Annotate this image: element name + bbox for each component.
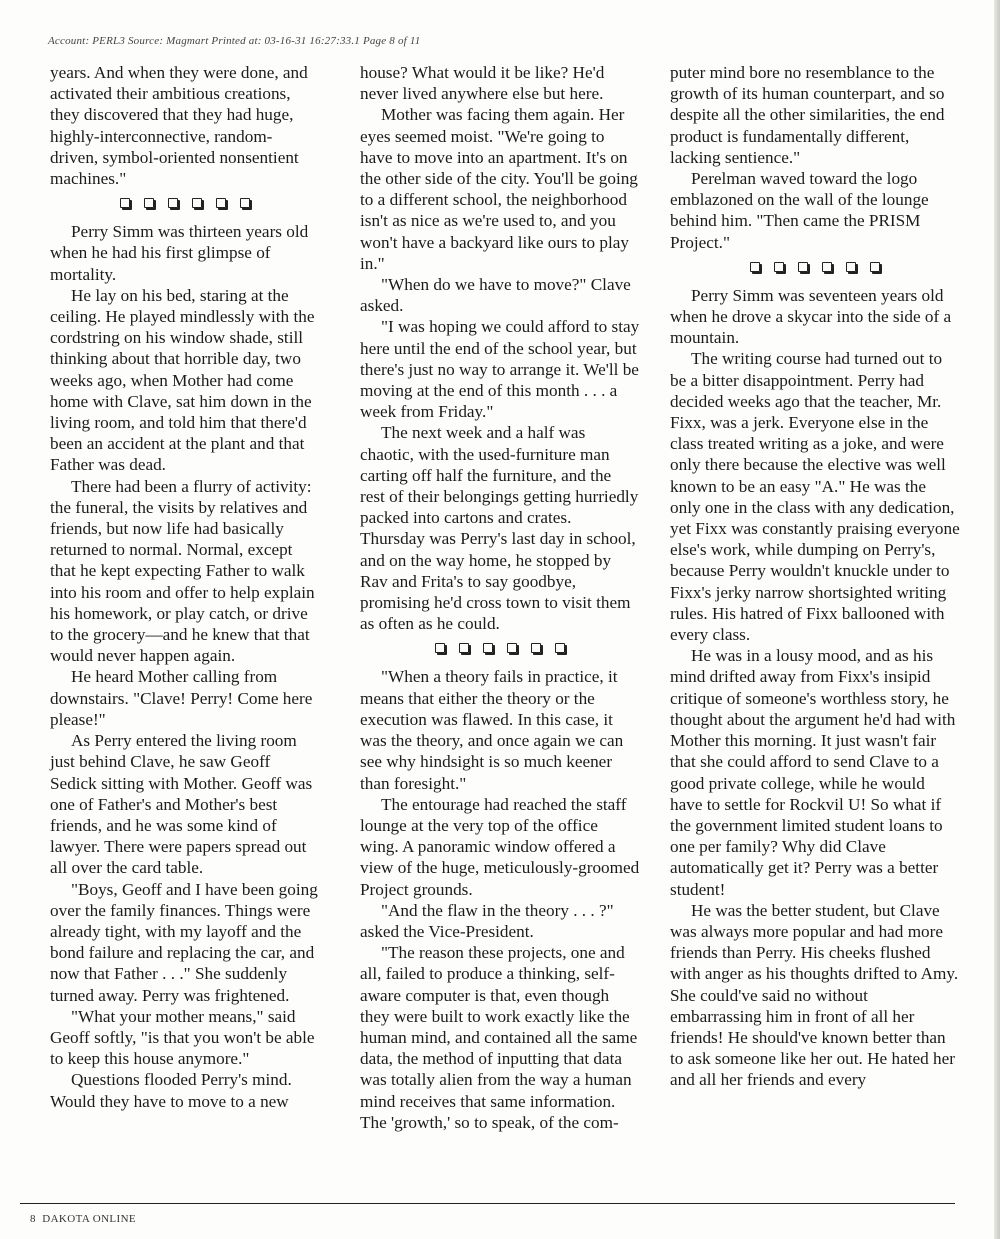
paragraph: Questions flooded Perry's mind. Would they have to move to a new — [50, 1070, 292, 1111]
paragraph: "When do we have to move?" Clave asked. — [360, 275, 631, 316]
page-number: 8 — [30, 1213, 36, 1225]
paragraph: Perry Simm was thirteen years old when he had his first glimpse of mortality. — [50, 222, 309, 284]
text-column-2 — [360, 62, 640, 1133]
page-footer — [30, 1213, 136, 1225]
paragraph: "And the flaw in the theory . . . ?" asked the Vice-President. — [360, 900, 614, 941]
paragraph: puter mind bore no resemblance to the growth of its human counterpart, and so despite all the other similarities, the end product is fundamentally different, lacking sentience." — [670, 63, 945, 167]
paragraph: The entourage had reached the staff lounge at the very top of the office wing. A panoramic window offered a view of the huge, meticulously-groomed Project grounds. — [360, 794, 640, 899]
page-edge-shadow — [994, 0, 1000, 1239]
paragraph: He lay on his bed, staring at the ceiling. He played mindlessly with the cordstring on his window shade, still thinking about that horrible day, two weeks ago, when Mother had come home with Clave, sat him down in the living room, and told him that there'd been an accident at the plant and that Father was dead. — [50, 285, 315, 475]
paragraph: There had been a flurry of activity: the funeral, the visits by relatives and friends, but now life had basically returned to normal. Normal, except that he kept expecting Father to walk into his room and offer to help explain his homework, or play catch, or drive to the grocery—and he knew that that would never happen again. — [50, 476, 315, 666]
paragraph: Perelman waved toward the logo emblazoned on the wall of the lounge behind him. "Then came the PRISM Project." — [670, 169, 929, 252]
paragraph: "The reason these projects, one and all, failed to produce a thinking, self-aware computer is that, even though they were built to work exactly like the human mind, and contained all the same data, the method of inputting that data was totally alien from the way a human mind receives that same information. The 'growth,' so to speak, of the com- — [360, 943, 638, 1132]
paragraph: He was in a lousy mood, and as his mind drifted away from Fixx's insipid critique of someone's worthless story, he thought about the argument he'd had with Mother this morning. It just wasn't fair that she could afford to send Clave to a good private college, while he would have to settle for Rockvil U! So what if the government limited student loans to one per family? Why did Clave automatically get it? Perry was a better student! — [670, 646, 956, 899]
paragraph: "I was hoping we could afford to stay here until the end of the school year, but there's just no way to arrange it. We'll be moving at the end of this month . . . a week from Friday." — [360, 317, 640, 422]
paragraph: The next week and a half was chaotic, with the used-furniture man carting off half the furniture, and the rest of their belongings getting hurriedly packed into cartons and crates. Thursday was Perry's last day in school, and on the way home, he stopped by Rav and Frita's to say goodbye, promising he'd cross town to visit them as often as he could. — [360, 423, 639, 634]
paragraph: Mother was facing them again. Her eyes seemed moist. "We're going to have to move into an apartment. It's on the other side of the city. You'll be going to a different school, the neighborhood isn't as nice as we're used to, and you won't have a backyard like ours to play in." — [360, 105, 638, 273]
section-break-ornament — [360, 643, 640, 653]
section-break-ornament — [50, 198, 320, 208]
paragraph: "Boys, Geoff and I have been going over the family finances. Things were already tight, with my layoff and the bond failure and replacing the car, and now that Father . . ." She suddenly turned away. Perry was frightened. — [50, 879, 318, 1005]
section-break-ornament — [670, 262, 960, 272]
paragraph: The writing course had turned out to be a bitter disappointment. Perry had decided weeks ago that the teacher, Mr. Fixx, was a jerk. Everyone else in the class treated writing as a joke, and were only there because the elective was well known to be an easy "A." He was the only one in the class with any dedication, yet Fixx was constantly praising everyone else's work, while dumping on Perry's, because Perry wouldn't knuckle under to Fixx's jerky narrow shortsighted writing rules. His hatred of Fixx ballooned with every class. — [670, 349, 960, 645]
paragraph: house? What would it be like? He'd never lived anywhere else but here. — [360, 63, 605, 104]
paragraph: As Perry entered the living room just behind Clave, he saw Geoff Sedick sitting with Mother. Geoff was one of Father's and Mother's best friends, and he was some kind of lawyer. There were papers spread out all over the card table. — [50, 731, 313, 878]
text-column-3 — [670, 62, 960, 1091]
paragraph: He heard Mother calling from downstairs. "Clave! Perry! Come here please!" — [50, 667, 313, 729]
print-header: Account: PERL3 Source: Magmart Printed at: 03-16-31 16:27:33.1 Page 8 of 11 — [48, 35, 421, 47]
paragraph: years. And when they were done, and activated their ambitious creations, they discovered that they had huge, highly-interconnective, random-driven, symbol-oriented nonsentient machines." — [50, 63, 308, 189]
paragraph: Perry Simm was seventeen years old when he drove a skycar into the side of a mountain. — [670, 285, 952, 348]
text-column-1 — [50, 62, 320, 1112]
paragraph: "What your mother means," said Geoff softly, "is that you won't be able to keep this house anymore." — [50, 1006, 315, 1069]
publication-name: DAKOTA ONLINE — [42, 1213, 137, 1225]
paragraph: "When a theory fails in practice, it means that either the theory or the execution was flawed. In this case, it was the theory, and once again we can see why hindsight is so much keener than foresight." — [360, 667, 624, 793]
paragraph: He was the better student, but Clave was always more popular and had more friends than Perry. His cheeks flushed with anger as his thoughts drifted to Amy. She could've said no without embarrassing him in front of all her friends! He should've known better than to ask someone like her out. He hated her and all her friends and every — [670, 900, 959, 1090]
footer-rule — [20, 1203, 955, 1204]
